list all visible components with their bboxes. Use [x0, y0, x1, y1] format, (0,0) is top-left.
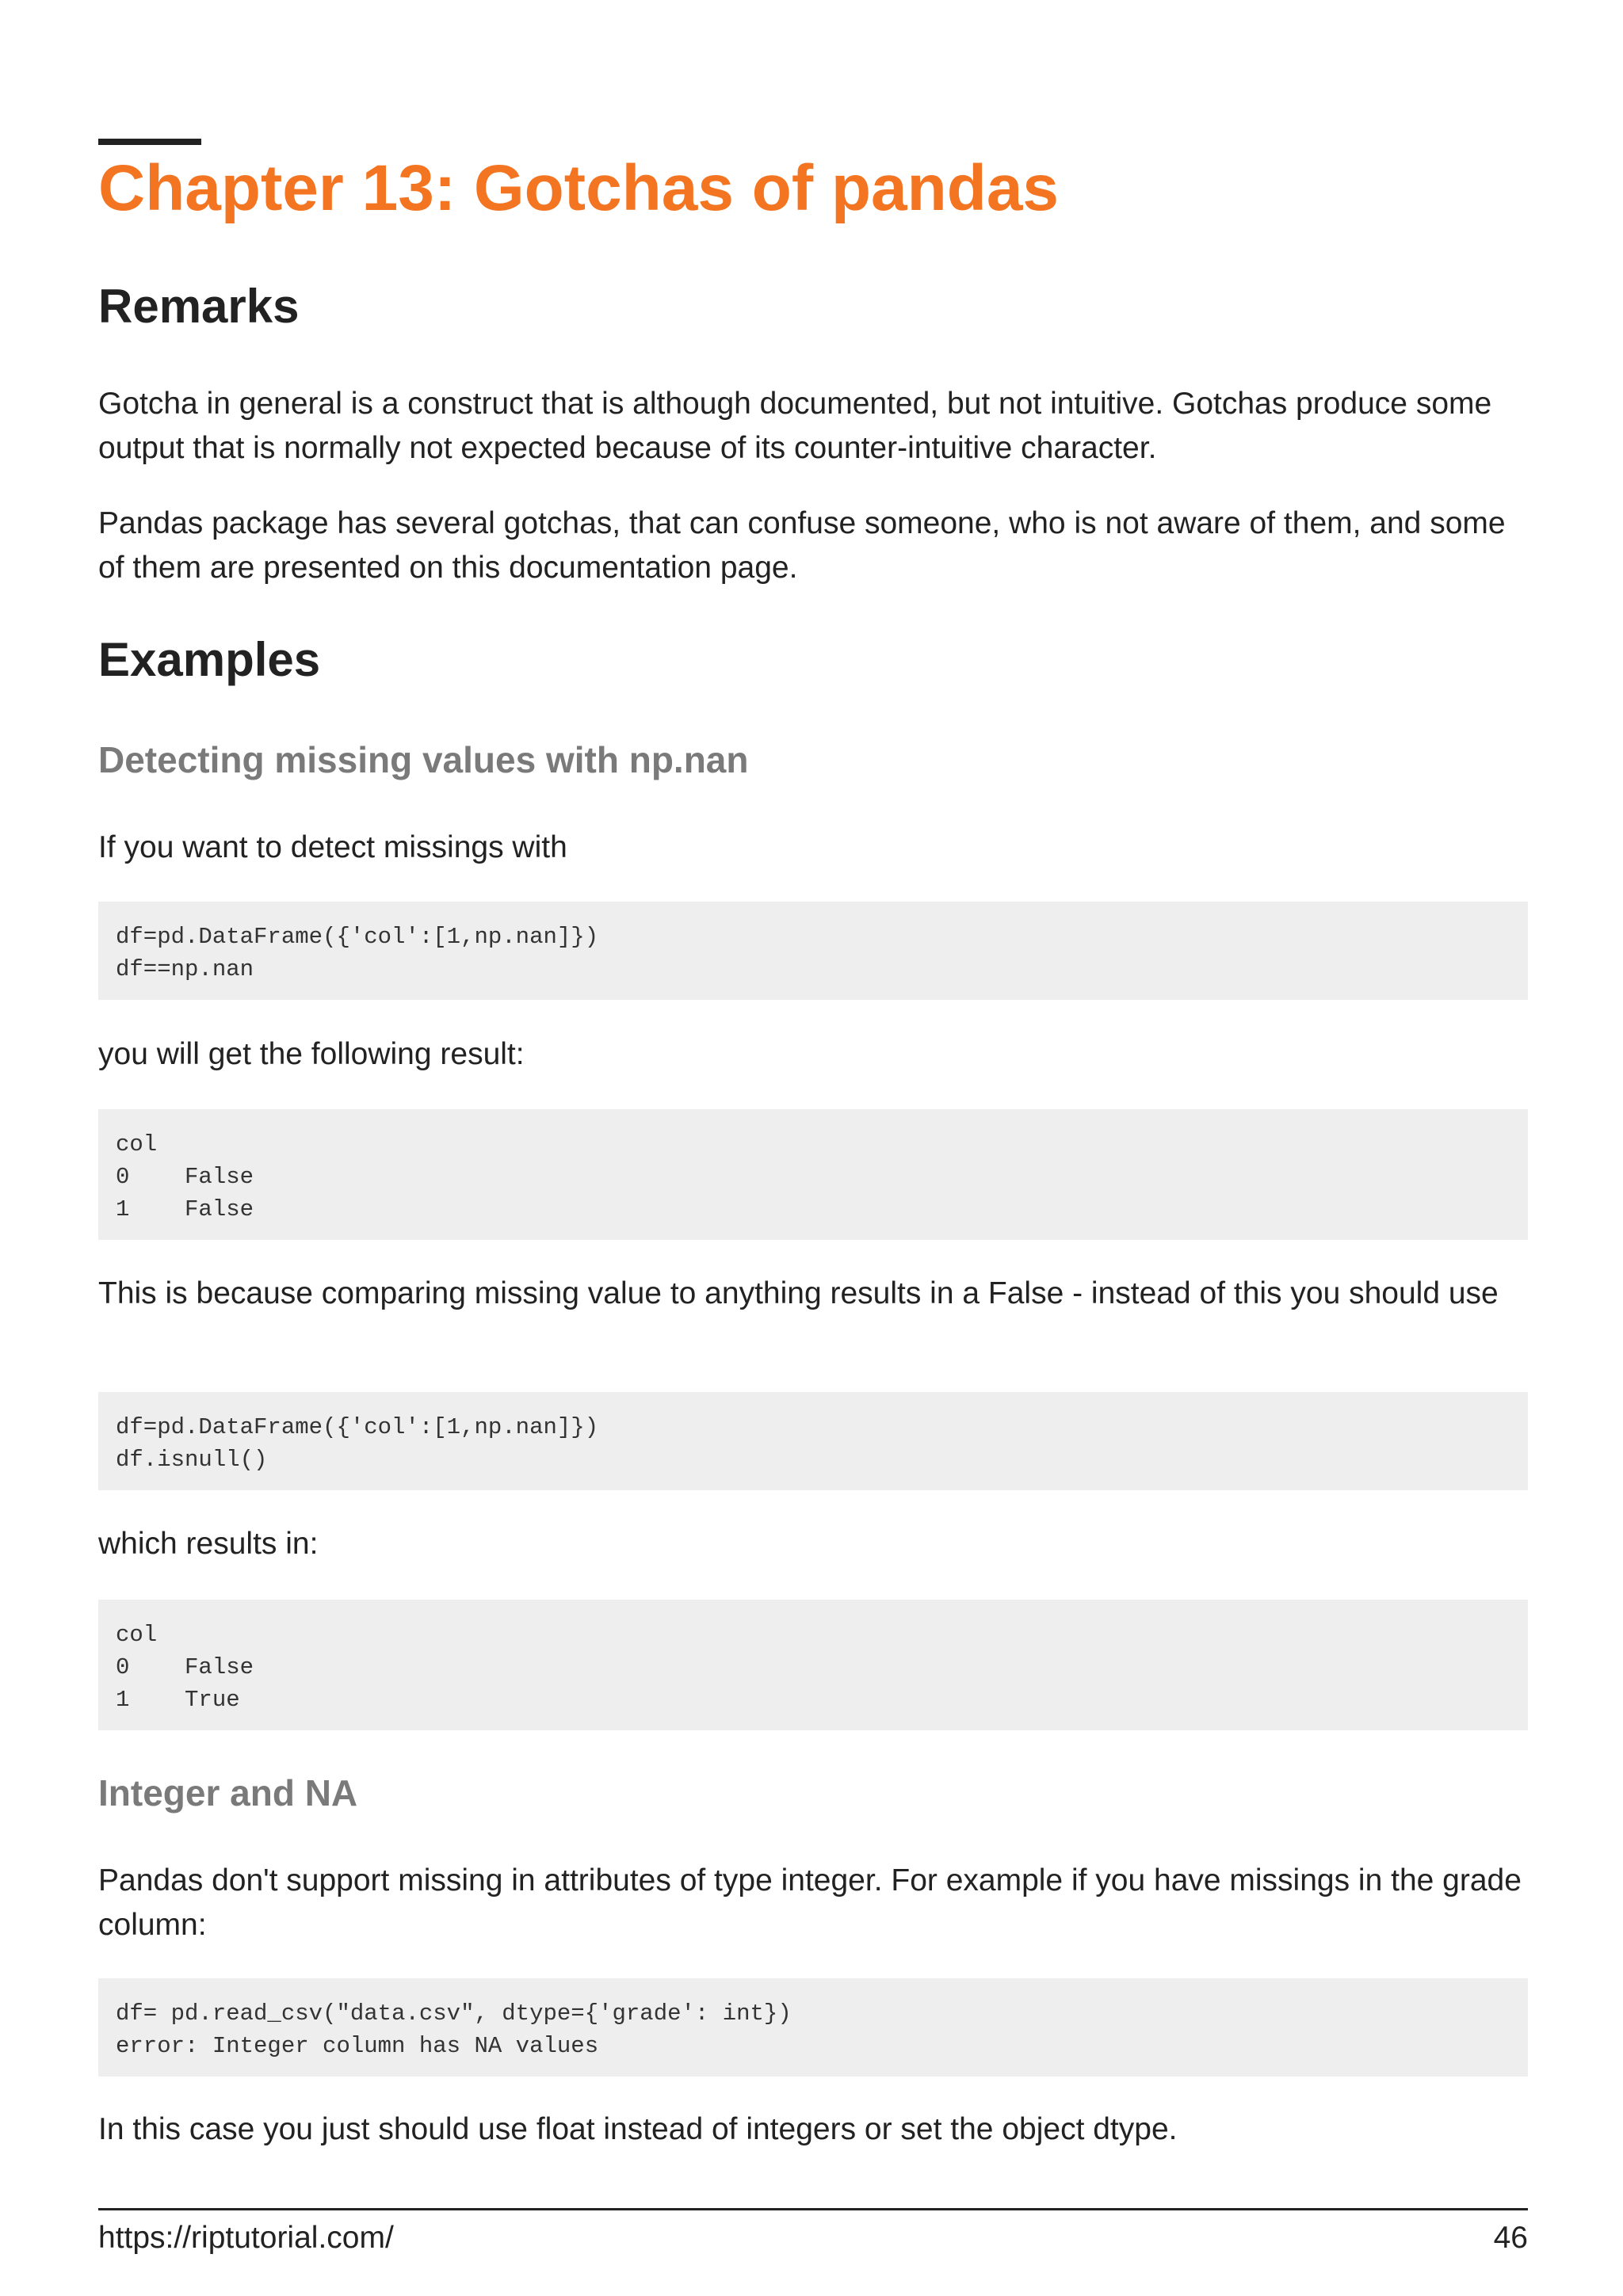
code-line: 0 False [116, 1164, 254, 1190]
examples-heading: Examples [98, 633, 321, 686]
code-line: error: Integer column has NA values [116, 2033, 599, 2059]
footer-rule [98, 2208, 1528, 2210]
integer-na-conclusion-text: In this case you just should use float instead of integers or set the object dtype. [98, 2112, 1178, 2146]
code-line: col [116, 1622, 158, 1648]
remarks-paragraph-1: Gotcha in general is a construct that is although documented, but not intuitive. Gotchas produce some output that is normally not expected because of its counter-intuitive character. [98, 387, 1492, 465]
result-intro-text: you will get the following result: [98, 1037, 525, 1071]
code-block-read-csv [98, 1978, 1528, 2077]
code-line: 1 True [116, 1687, 240, 1713]
code-line: 1 False [116, 1196, 254, 1222]
document-page [98, 0, 1528, 2296]
remarks-paragraph-2: Pandas package has several gotchas, that can confuse someone, who is not aware of them, and some of them are presented on this documentation page. [98, 506, 1506, 585]
integer-na-intro-text: Pandas don't support missing in attributes of type integer. For example if you have missings in the grade column: [98, 1863, 1522, 1942]
remarks-heading: Remarks [98, 280, 300, 333]
code-line: 0 False [116, 1654, 254, 1680]
code-line: df=pd.DataFrame({'col':[1,np.nan]}) [116, 924, 599, 950]
page-number: 46 [1493, 2221, 1528, 2255]
code-line: df.isnull() [116, 1447, 268, 1473]
code-block-compare-nan [98, 902, 1528, 1000]
code-line: df= pd.read_csv("data.csv", dtype={'grade': int}) [116, 2000, 792, 2027]
code-block-result-isnull [98, 1600, 1528, 1730]
which-results-text: which results in: [98, 1527, 319, 1561]
explanation-text: This is because comparing missing value to anything results in a False - instead of this you should use [98, 1276, 1499, 1310]
chapter-title: Chapter 13: Gotchas of pandas [98, 152, 1060, 224]
code-block-result-false [98, 1109, 1528, 1240]
integer-na-title: Integer and NA [98, 1772, 358, 1814]
code-line: df==np.nan [116, 956, 254, 982]
footer-url-link[interactable]: https://riptutorial.com/ [98, 2221, 394, 2255]
detecting-intro-text: If you want to detect missings with [98, 830, 567, 864]
code-block-isnull [98, 1392, 1528, 1490]
chapter-rule [98, 139, 201, 145]
detecting-missing-values-title: Detecting missing values with np.nan [98, 739, 749, 780]
code-line: col [116, 1131, 158, 1158]
code-line: df=pd.DataFrame({'col':[1,np.nan]}) [116, 1414, 599, 1440]
